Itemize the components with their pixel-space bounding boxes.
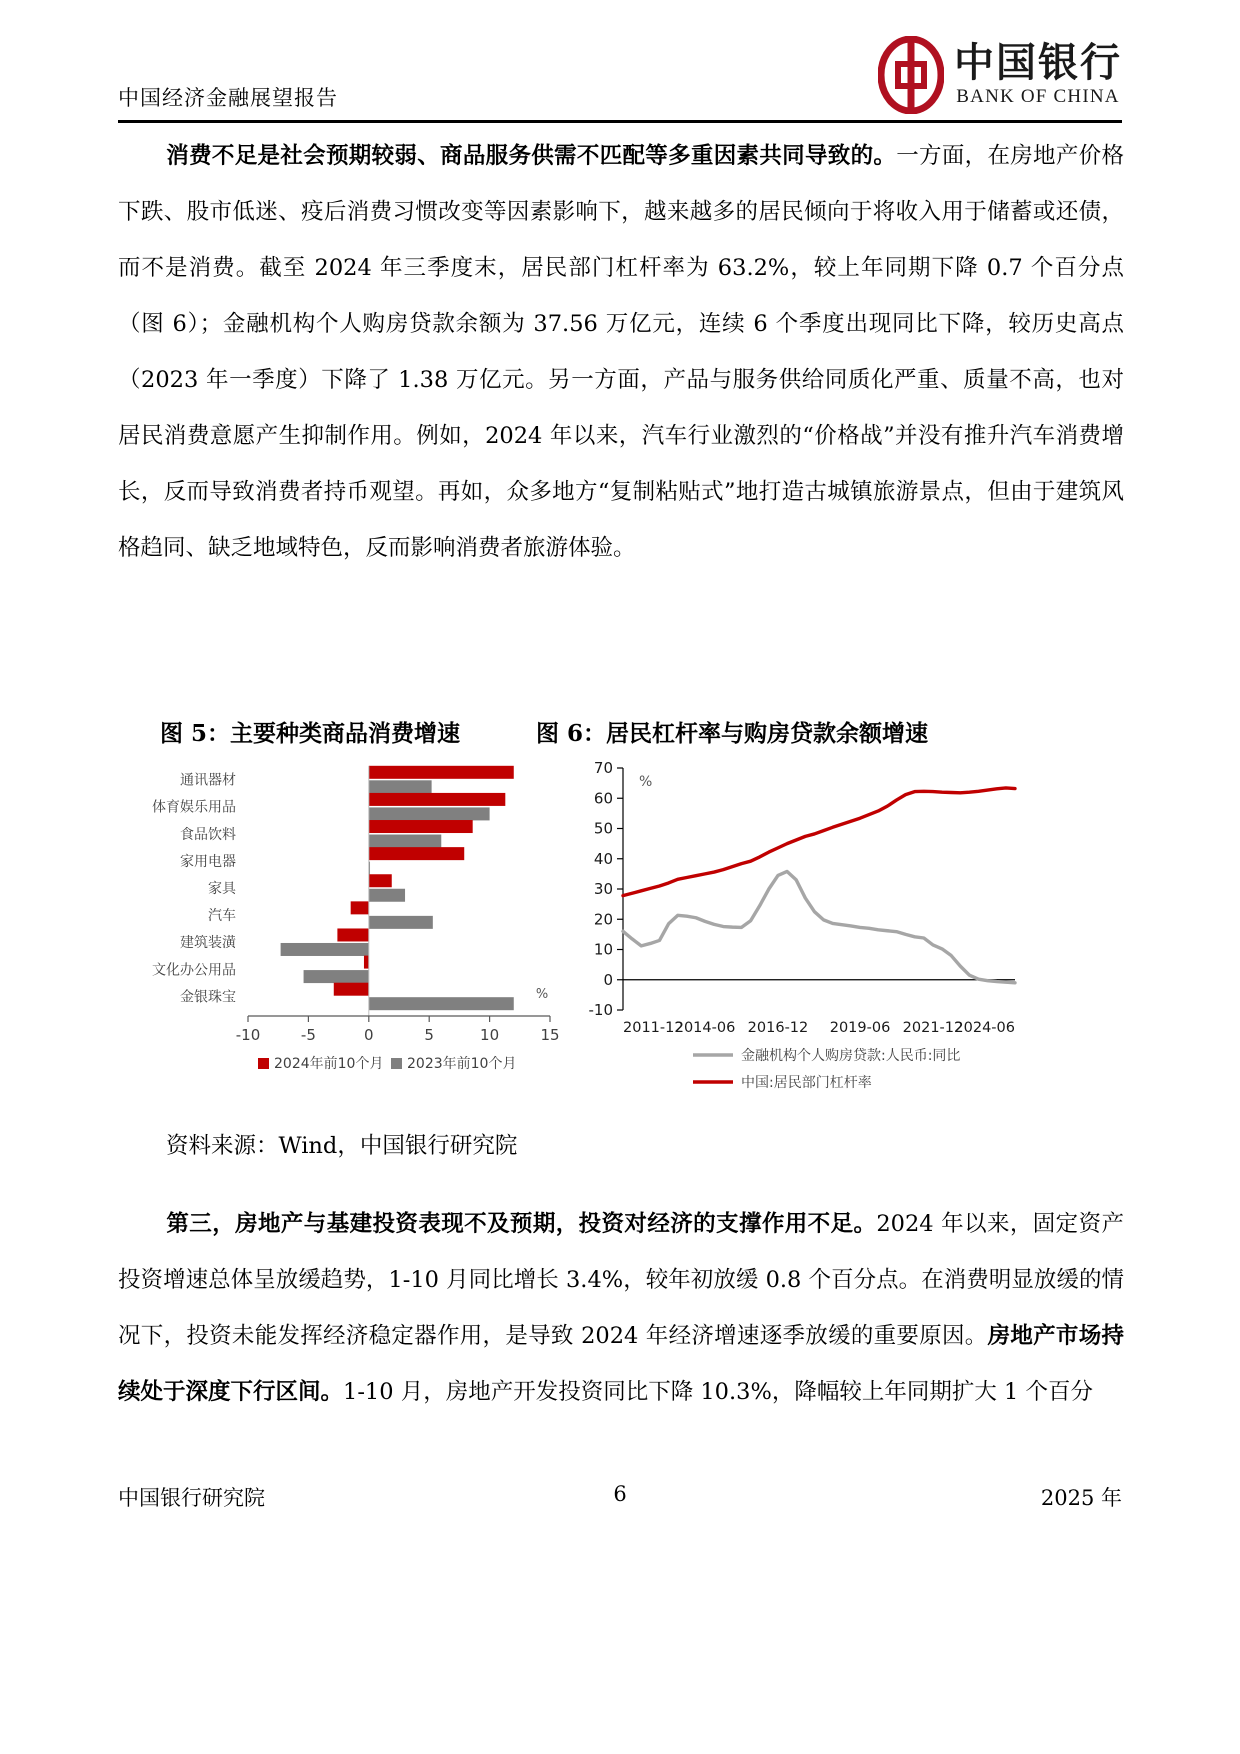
figure-5-x-tick-label: 10 (480, 1026, 500, 1044)
figure-5-category-label: 家具 (208, 881, 236, 897)
figure-6-y-tick-label: -10 (588, 1001, 613, 1019)
figure-5-bar (369, 889, 405, 902)
figure-5-legend-swatch (391, 1058, 402, 1069)
boc-emblem-icon (878, 36, 944, 114)
figure-5-x-tick-label: -10 (235, 1026, 261, 1044)
figure-5-legend-swatch (258, 1058, 269, 1069)
figure-5-x-tick-label: 15 (540, 1026, 560, 1044)
boc-wordmark (954, 42, 1122, 108)
figure-5-category-label: 汽车 (208, 908, 236, 925)
footer-institute: 中国银行研究院 (118, 1486, 265, 1510)
figure-5-category-label: 体育娱乐用品 (152, 799, 236, 816)
figure-6-x-tick-label: 2014-06 (674, 1020, 736, 1036)
boc-logo-en: BANK OF CHINA (956, 86, 1120, 107)
figure-6-svg (575, 760, 1030, 1100)
figure-6-y-tick-label: 20 (593, 910, 613, 929)
figure-5-bar (369, 835, 441, 848)
figure-6-x-tick-label: 2019-06 (829, 1020, 891, 1036)
paragraph-two (118, 1196, 1124, 1420)
figure-5-bar (369, 780, 432, 793)
figure-6-y-tick-label: 10 (593, 940, 613, 959)
figure-5-bar (369, 916, 433, 929)
figure-5-bar (369, 874, 392, 887)
figure-5-x-tick-label: 5 (424, 1026, 434, 1044)
figure-6-x-tick-label: 2021-12 (902, 1020, 964, 1036)
paragraph-one (118, 128, 1124, 576)
figure-6-x-tick-label: 2024-06 (954, 1020, 1015, 1036)
figure-5-x-tick-label: 0 (364, 1026, 374, 1044)
figure-titles-row (118, 715, 1124, 755)
figure-5-category-label: 金银珠宝 (180, 989, 236, 1006)
figure-5-category-label: 建筑装潢 (180, 935, 236, 952)
figure-5-bar (369, 997, 514, 1010)
figure-6-chart (575, 760, 1030, 1100)
figure-5-bar (369, 793, 506, 806)
paragraph-two-body: 2024 年以来，固定资产投资增速总体呈放缓趋势，1-10 月同比增长 3.4%，较年初放缓 0.8 个百分点。在消费明显放缓的情况下，投资未能发挥经济稳定器作用，是导致 2024 年经济增速逐季放缓的重要原因。 (118, 1211, 1124, 1349)
figure-5-chart (130, 760, 570, 1100)
figure-6-x-tick-label: 2011-12 (623, 1020, 684, 1036)
paragraph-two-tail: 1-10 月，房地产开发投资同比下降 10.3%，降幅较上年同期扩大 1 个百分 (343, 1379, 1093, 1405)
figure-6-x-tick-label: 2016-12 (747, 1020, 809, 1036)
figure-5-category-label: 家用电器 (180, 853, 236, 870)
figure-6-y-tick-label: 70 (593, 760, 613, 777)
paragraph-one-lead: 消费不足是社会预期较弱、商品服务供需不匹配等多重因素共同导致的。 (166, 143, 897, 169)
source-note: 资料来源：Wind，中国银行研究院 (166, 1133, 518, 1159)
figure-6-unit-label: % (639, 774, 653, 790)
figure-6-y-tick-label: 0 (603, 970, 613, 989)
page-header (118, 40, 1122, 118)
figure-5-bar (281, 943, 369, 956)
figure-5-bar (334, 983, 369, 996)
figure-5-bar (369, 766, 514, 779)
figure-5-bar (364, 956, 369, 969)
figure-5-category-label: 文化办公用品 (152, 962, 236, 979)
figure-5-bar (337, 928, 368, 941)
figure-5-category-label: 食品饮料 (180, 826, 236, 843)
page-footer (118, 1482, 1122, 1522)
footer-year: 2025 年 (1040, 1486, 1122, 1510)
figure-6-legend-label: 金融机构个人购房贷款:人民币:同比 (741, 1048, 961, 1064)
figure-5-bar (369, 847, 464, 860)
figure-5-legend-label: 2023年前10个月 (407, 1056, 517, 1072)
figure-6-series-line (623, 871, 1015, 982)
header-title: 中国经济金融展望报告 (118, 86, 338, 110)
figure-6-legend-label: 中国:居民部门杠杆率 (741, 1075, 872, 1091)
figure-5-unit-label: % (535, 987, 549, 1002)
figure-6-y-tick-label: 60 (593, 789, 613, 808)
header-divider (118, 120, 1122, 123)
figure-5-svg (130, 760, 570, 1100)
figure-6-series-line (623, 788, 1015, 896)
figure-5-bar (369, 807, 490, 820)
figure-5-category-label: 通讯器材 (180, 772, 236, 789)
figure-5-bar (351, 901, 369, 914)
figure-5-title: 图 5：主要种类商品消费增速 (160, 720, 461, 747)
paragraph-one-body: 一方面，在房地产价格下跌、股市低迷、疫后消费习惯改变等因素影响下，越来越多的居民倾向于将收入用于储蓄或还债，而不是消费。截至 2024 年三季度末，居民部门杠杆率为 63.2%，较上年同期下降 0.7 个百分点（图 6）；金融机构个人购房贷款余额为 37.56 万亿元，连续 6 个季度出现同比下降，较历史高点（2023 年一季度）下降了 1.38 万亿元。另一方面，产品与服务供给同质化严重、质量不高，也对居民消费意愿产生抑制作用。例如，2024 年以来，汽车行业激烈的“价格战”并没有推升汽车消费增长，反而导致消费者持币观望。再如，众多地方“复制粘贴式”地打造古城镇旅游景点，但由于建筑风格趋同、缺乏地域特色，反而影响消费者旅游体验。 (118, 143, 1124, 561)
figure-6-y-tick-label: 50 (593, 819, 613, 838)
paragraph-two-bold-two: 房地产市场持续处于深度下行区间。 (118, 1323, 1124, 1405)
figure-6-title: 图 6：居民杠杆率与购房贷款余额增速 (536, 720, 929, 747)
figure-5-x-tick-label: -5 (300, 1026, 316, 1044)
figure-6-y-tick-label: 40 (593, 849, 613, 868)
footer-page-number: 6 (613, 1482, 627, 1506)
figure-6-y-tick-label: 30 (593, 880, 613, 898)
boc-logo-cn: 中国银行 (954, 40, 1122, 86)
figure-5-bar (369, 820, 473, 833)
bank-of-china-logo (878, 36, 1122, 114)
figure-5-legend-label: 2024年前10个月 (274, 1056, 384, 1072)
paragraph-two-lead: 第三，房地产与基建投资表现不及预期，投资对经济的支撑作用不足。 (166, 1211, 877, 1237)
figure-5-bar (304, 970, 369, 983)
